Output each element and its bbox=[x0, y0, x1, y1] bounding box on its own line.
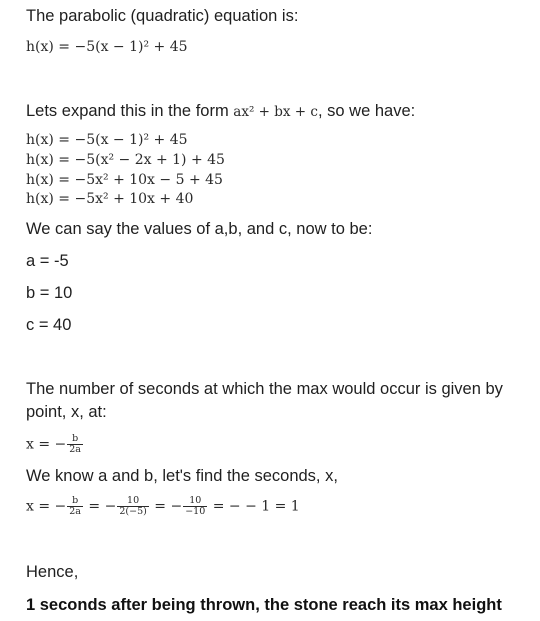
equation-parabola-text: h(x) = −5(x − 1)² + 45 bbox=[26, 39, 188, 55]
vertex-calculation bbox=[26, 496, 300, 517]
expansion-step-4: h(x) = −5x² + 10x + 40 bbox=[26, 191, 194, 207]
calc-mid-2: = − bbox=[149, 498, 183, 515]
value-c: c = 40 bbox=[26, 316, 72, 334]
expansion-step-1: h(x) = −5(x − 1)² + 45 bbox=[26, 132, 188, 148]
conclusion-text: 1 seconds after being thrown, the stone reach its max height bbox=[26, 596, 502, 614]
fraction-numerator: b bbox=[67, 496, 83, 507]
value-a: a = -5 bbox=[26, 252, 69, 270]
values-intro: We can say the values of a,b, and c, now to be: bbox=[26, 220, 373, 238]
calc-tail: = − − 1 = 1 bbox=[208, 498, 300, 515]
fraction-denominator: 2a bbox=[69, 444, 81, 455]
hence-text: Hence, bbox=[26, 563, 79, 581]
intro-text: The parabolic (quadratic) equation is: bbox=[26, 7, 299, 25]
vertex-formula bbox=[26, 434, 84, 455]
calc-fraction-3 bbox=[183, 496, 207, 517]
value-b: b = 10 bbox=[26, 284, 73, 302]
calc-fraction-2 bbox=[117, 496, 148, 517]
know-text: We know a and b, let's find the seconds, x, bbox=[26, 467, 338, 485]
fraction-denominator: 2a bbox=[69, 506, 81, 517]
expansion-step-2: h(x) = −5(x² − 2x + 1) + 45 bbox=[26, 152, 225, 168]
equation-parabola bbox=[26, 38, 188, 56]
expand-instruction bbox=[26, 101, 415, 122]
calc-mid-1: = − bbox=[83, 498, 117, 515]
calc-lhs: x = − bbox=[26, 498, 67, 515]
expand-text-b: , so we have: bbox=[317, 102, 416, 120]
expand-text-a: Lets expand this in the form bbox=[26, 102, 229, 120]
fraction-numerator: 10 bbox=[183, 496, 207, 507]
vertex-formula-fraction bbox=[67, 434, 83, 455]
expand-form: ax² + bx + c bbox=[233, 104, 318, 120]
fraction-denominator: −10 bbox=[185, 506, 206, 517]
fraction-numerator: 10 bbox=[117, 496, 148, 507]
max-explanation-line1: The number of seconds at which the max would occur is given by bbox=[26, 380, 503, 398]
fraction-denominator: 2(−5) bbox=[119, 506, 147, 517]
vertex-formula-lhs: x = − bbox=[26, 436, 67, 453]
fraction-numerator: b bbox=[67, 434, 83, 445]
calc-fraction-1 bbox=[67, 496, 83, 517]
expansion-step-3: h(x) = −5x² + 10x − 5 + 45 bbox=[26, 172, 223, 188]
max-explanation-line2: point, x, at: bbox=[26, 403, 107, 421]
